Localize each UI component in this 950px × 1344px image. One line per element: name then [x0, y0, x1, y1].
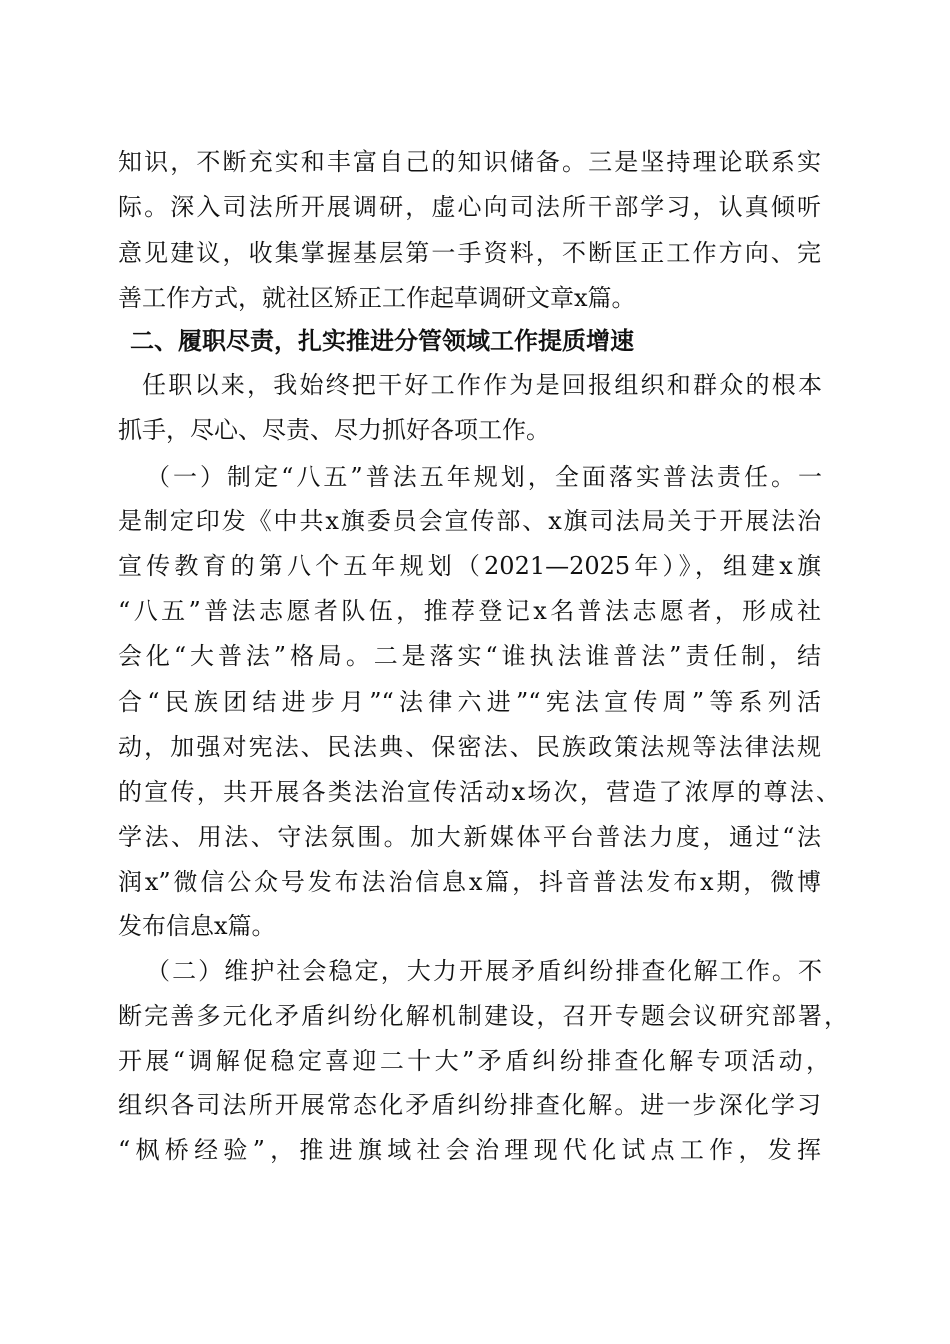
paragraph-line: 会化“大普法”格局。二是落实“谁执法谁普法”责任制，结 — [118, 642, 821, 670]
paragraph-line: 开展“调解促稳定喜迎二十大”矛盾纠纷排查化解专项活动， — [118, 1047, 830, 1075]
subsection-heading-line: （二）维护社会稳定，大力开展矛盾纠纷排查化解工作。不 — [146, 957, 822, 985]
paragraph-line: 合“民族团结进步月”“法律六进”“宪法宣传周”等系列活 — [118, 688, 821, 716]
paragraph-line: 意见建议，收集掌握基层第一手资料，不断匡正工作方向、完 — [118, 239, 821, 267]
paragraph-line: 是制定印发《中共x旗委员会宣传部、x旗司法局关于开展法治 — [118, 507, 821, 535]
paragraph-line: 善工作方式，就社区矫正工作起草调研文章x篇。 — [118, 284, 636, 312]
paragraph-line: 组织各司法所开展常态化矛盾纠纷排查化解。进一步深化学习 — [118, 1091, 821, 1119]
paragraph-line: 断完善多元化矛盾纠纷化解机制建设，召开专题会议研究部署， — [118, 1002, 848, 1030]
paragraph-line: 动，加强对宪法、民法典、保密法、民族政策法规等法律法规 — [118, 733, 821, 761]
paragraph-line: 发布信息x篇。 — [118, 912, 276, 940]
paragraph-line: “八五”普法志愿者队伍，推荐登记x名普法志愿者，形成社 — [118, 597, 821, 625]
paragraph-line: 际。深入司法所开展调研，虚心向司法所干部学习，认真倾听 — [118, 193, 821, 221]
paragraph-line: 抓手，尽心、尽责、尽力抓好各项工作。 — [118, 416, 550, 444]
paragraph-line: “枫桥经验”，推进旗域社会治理现代化试点工作，发挥 — [118, 1136, 821, 1164]
subsection-heading-line: （一）制定“八五”普法五年规划，全面落实普法责任。一 — [146, 463, 822, 491]
paragraph-line: 知识，不断充实和丰富自己的知识储备。三是坚持理论联系实 — [118, 148, 821, 176]
paragraph-line: 学法、用法、守法氛围。加大新媒体平台普法力度，通过“法 — [118, 823, 821, 851]
section-heading: 二、履职尽责，扎实推进分管领域工作提质增速 — [130, 327, 634, 355]
paragraph-line: 宣传教育的第八个五年规划（2021—2025年）》，组建x旗 — [118, 552, 821, 580]
paragraph-line: 任职以来，我始终把干好工作作为是回报组织和群众的根本 — [142, 371, 822, 399]
paragraph-line: 的宣传，共开展各类法治宣传活动x场次，营造了浓厚的尊法、 — [118, 778, 840, 806]
paragraph-line: 润x”微信公众号发布法治信息x篇，抖音普法发布x期，微博 — [118, 868, 821, 896]
